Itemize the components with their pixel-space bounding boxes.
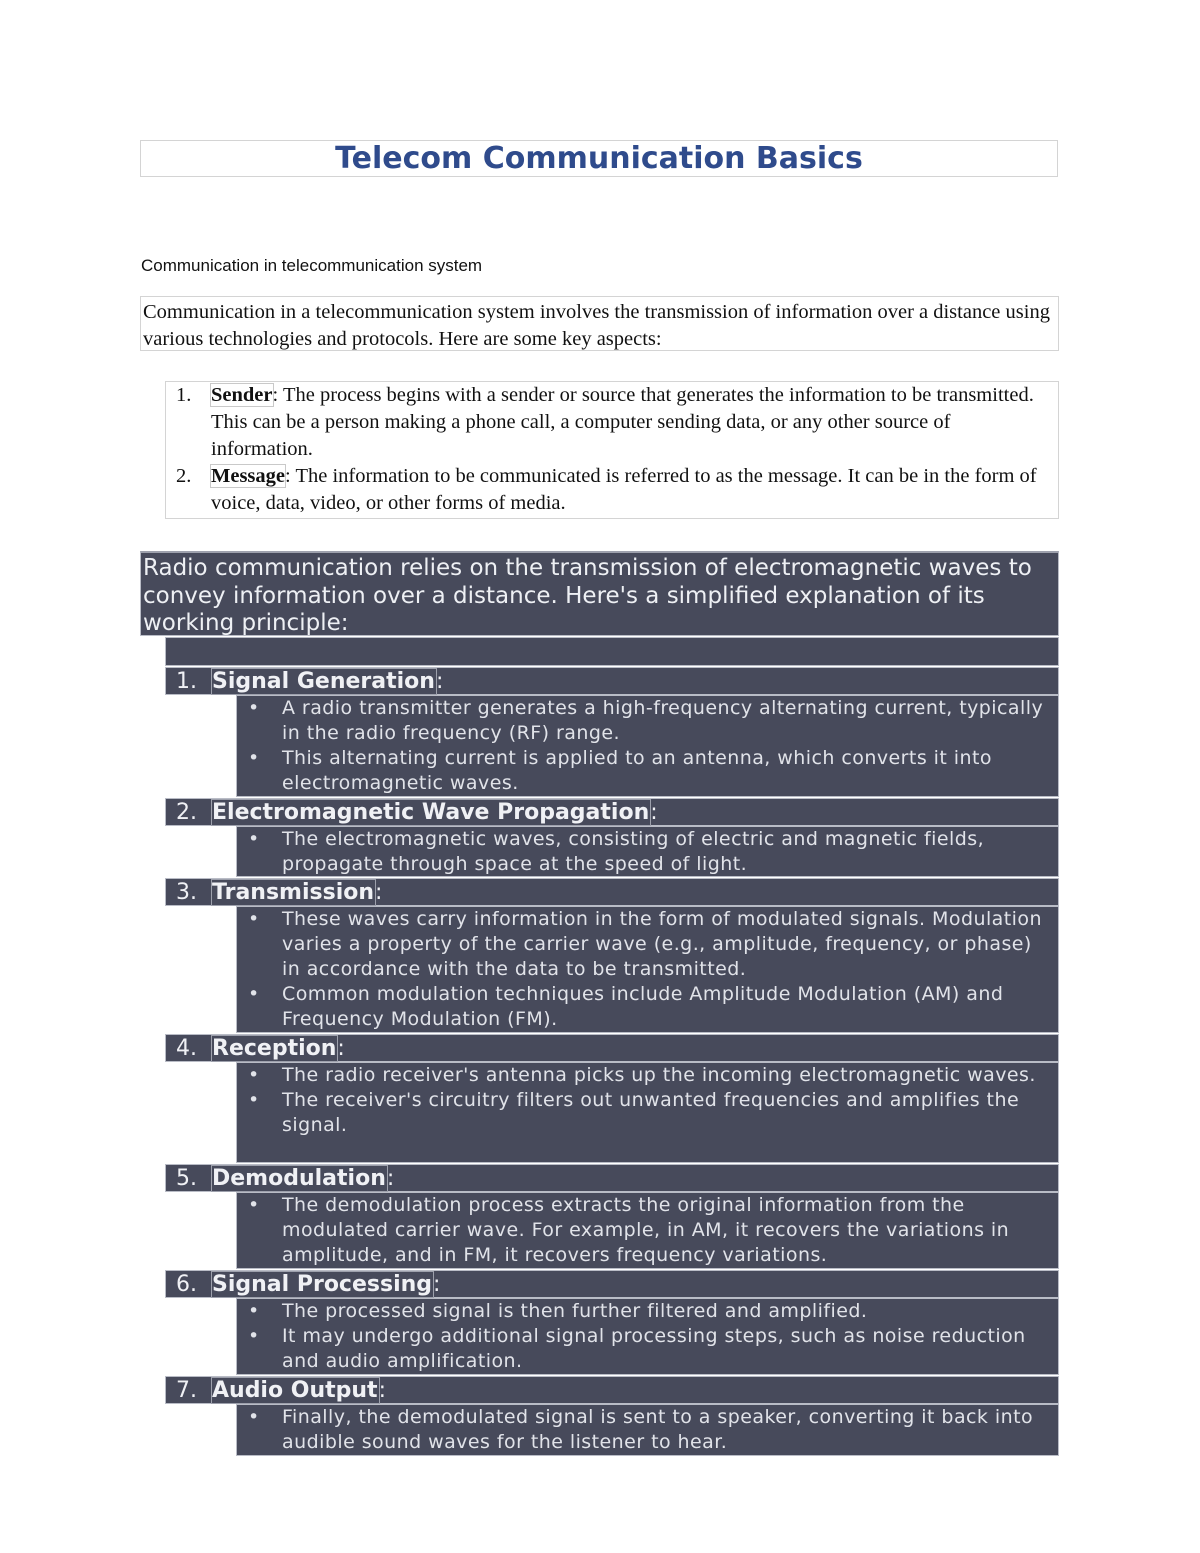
- bullet-icon: •: [248, 1300, 260, 1322]
- title-box: [140, 140, 1058, 177]
- step-title-colon: :: [375, 880, 383, 905]
- bullet-icon: •: [248, 828, 260, 850]
- step-number: 2.: [176, 800, 197, 825]
- step-number: 3.: [176, 880, 197, 905]
- step-heading: [165, 1376, 1059, 1404]
- step-heading: [165, 1034, 1059, 1062]
- step-bullets: [236, 1298, 1059, 1375]
- list-number: 1.: [176, 384, 192, 406]
- step-title-colon: :: [435, 669, 444, 694]
- step-number: 4.: [176, 1036, 197, 1061]
- bullet-text: The electromagnetic waves, consisting of electric and magnetic fields, propagate through space at the speed of light.: [282, 828, 985, 875]
- step-title: Reception: [212, 1036, 337, 1061]
- radio-intro-paragraph: Radio communication relies on the transmission of electromagnetic waves to convey information over a distance. Here's a simplified explanation of its working principle:: [140, 551, 1059, 636]
- step-title-colon: :: [386, 1166, 395, 1191]
- bullet-item: [237, 1063, 1058, 1088]
- step-bullets: [236, 695, 1059, 797]
- step-title: Demodulation: [212, 1166, 386, 1191]
- step-number: 1.: [176, 669, 197, 694]
- bullet-icon: •: [248, 983, 260, 1005]
- bullet-text: The processed signal is then further filtered and amplified.: [282, 1300, 868, 1322]
- bullet-text: Finally, the demodulated signal is sent to a speaker, converting it back into audible sound waves for the listener to hear.: [282, 1406, 1034, 1453]
- step-title-wrapper: [212, 799, 658, 826]
- bullet-item: [237, 1299, 1058, 1324]
- term-message: Message: [211, 465, 286, 487]
- bullet-item: [237, 1088, 1058, 1138]
- step-title: Audio Output: [212, 1378, 378, 1403]
- page-title: Telecom Communication Basics: [335, 141, 863, 176]
- bullet-icon: •: [248, 908, 260, 930]
- bullet-text: It may undergo additional signal processing steps, such as noise reduction and audio amplification.: [282, 1325, 1026, 1372]
- step-title-wrapper: [212, 1377, 386, 1404]
- step-title: Electromagnetic Wave Propagation: [212, 800, 650, 825]
- bullet-item: [237, 1324, 1058, 1374]
- term-sender: Sender: [211, 384, 273, 406]
- step-title: Signal Processing: [212, 1272, 433, 1297]
- step-bullets: [236, 1192, 1059, 1269]
- list-item-text: : The process begins with a sender or source that generates the information to be transmitted. This can be a person making a phone call, a computer sending data, or any other source of information.: [211, 384, 1034, 460]
- step-heading: [165, 878, 1059, 906]
- bullet-text: Common modulation techniques include Amplitude Modulation (AM) and Frequency Modulation (FM).: [282, 983, 1004, 1030]
- bullet-text: The receiver's circuitry filters out unwanted frequencies and amplifies the signal.: [282, 1089, 1020, 1136]
- step-bullets: [236, 1062, 1059, 1163]
- step-title-wrapper: [212, 1165, 394, 1192]
- step-title-wrapper: [212, 879, 382, 906]
- bullet-icon: •: [248, 697, 260, 719]
- step-bullets: [236, 906, 1059, 1033]
- bullet-item: [237, 827, 1058, 877]
- step-title-wrapper: [212, 668, 443, 695]
- bullet-text: The demodulation process extracts the original information from the modulated carrier wave. For example, in AM, it recovers the variations in amplitude, and in FM, it recovers frequency variations.: [282, 1194, 1010, 1266]
- list-item-text: : The information to be communicated is referred to as the message. It can be in the form of voice, data, video, or other forms of media.: [211, 465, 1037, 514]
- bullet-item: [237, 982, 1058, 1032]
- bullet-item: [237, 1193, 1058, 1268]
- blank-bar: [165, 637, 1059, 666]
- step-bullets: [236, 826, 1059, 877]
- step-bullets: [236, 1404, 1059, 1456]
- key-aspects-list: [165, 381, 1059, 519]
- list-item: [166, 463, 1058, 517]
- section-subtitle: Communication in telecommunication system: [141, 256, 483, 275]
- step-title-wrapper: [212, 1035, 345, 1062]
- bullet-icon: •: [248, 1406, 260, 1428]
- step-heading: [165, 667, 1059, 695]
- bullet-text: This alternating current is applied to an antenna, which converts it into electromagnetic waves.: [282, 747, 992, 794]
- step-number: 7.: [176, 1378, 197, 1403]
- step-title-wrapper: [212, 1271, 440, 1298]
- bullet-icon: •: [248, 1325, 260, 1347]
- step-title-colon: :: [378, 1378, 386, 1403]
- step-title-colon: :: [337, 1036, 345, 1061]
- bullet-icon: •: [248, 1064, 260, 1086]
- bullet-item: [237, 907, 1058, 982]
- step-heading: [165, 1270, 1059, 1298]
- step-heading: [165, 1164, 1059, 1192]
- list-number: 2.: [176, 465, 192, 487]
- step-title-colon: :: [433, 1272, 441, 1297]
- step-heading: [165, 798, 1059, 826]
- intro-paragraph: Communication in a telecommunication system involves the transmission of information over a distance using various technologies and protocols. Here are some key aspects:: [140, 296, 1059, 351]
- step-title: Signal Generation: [212, 669, 435, 694]
- step-number: 6.: [176, 1272, 197, 1297]
- bullet-text: The radio receiver's antenna picks up the incoming electromagnetic waves.: [282, 1064, 1036, 1086]
- step-title: Transmission: [212, 880, 375, 905]
- bullet-text: These waves carry information in the form of modulated signals. Modulation varies a property of the carrier wave (e.g., amplitude, frequency, or phase) in accordance with the data to be transmitted.: [282, 908, 1042, 980]
- bullet-icon: •: [248, 747, 260, 769]
- step-number: 5.: [176, 1166, 197, 1191]
- bullet-item: [237, 1405, 1058, 1455]
- step-title-colon: :: [650, 800, 658, 825]
- bullet-text: A radio transmitter generates a high-frequency alternating current, typically in the radio frequency (RF) range.: [282, 697, 1044, 744]
- bullet-icon: •: [248, 1089, 260, 1111]
- bullet-item: [237, 696, 1058, 746]
- list-item: [166, 382, 1058, 463]
- bullet-item: [237, 746, 1058, 796]
- bullet-icon: •: [248, 1194, 260, 1216]
